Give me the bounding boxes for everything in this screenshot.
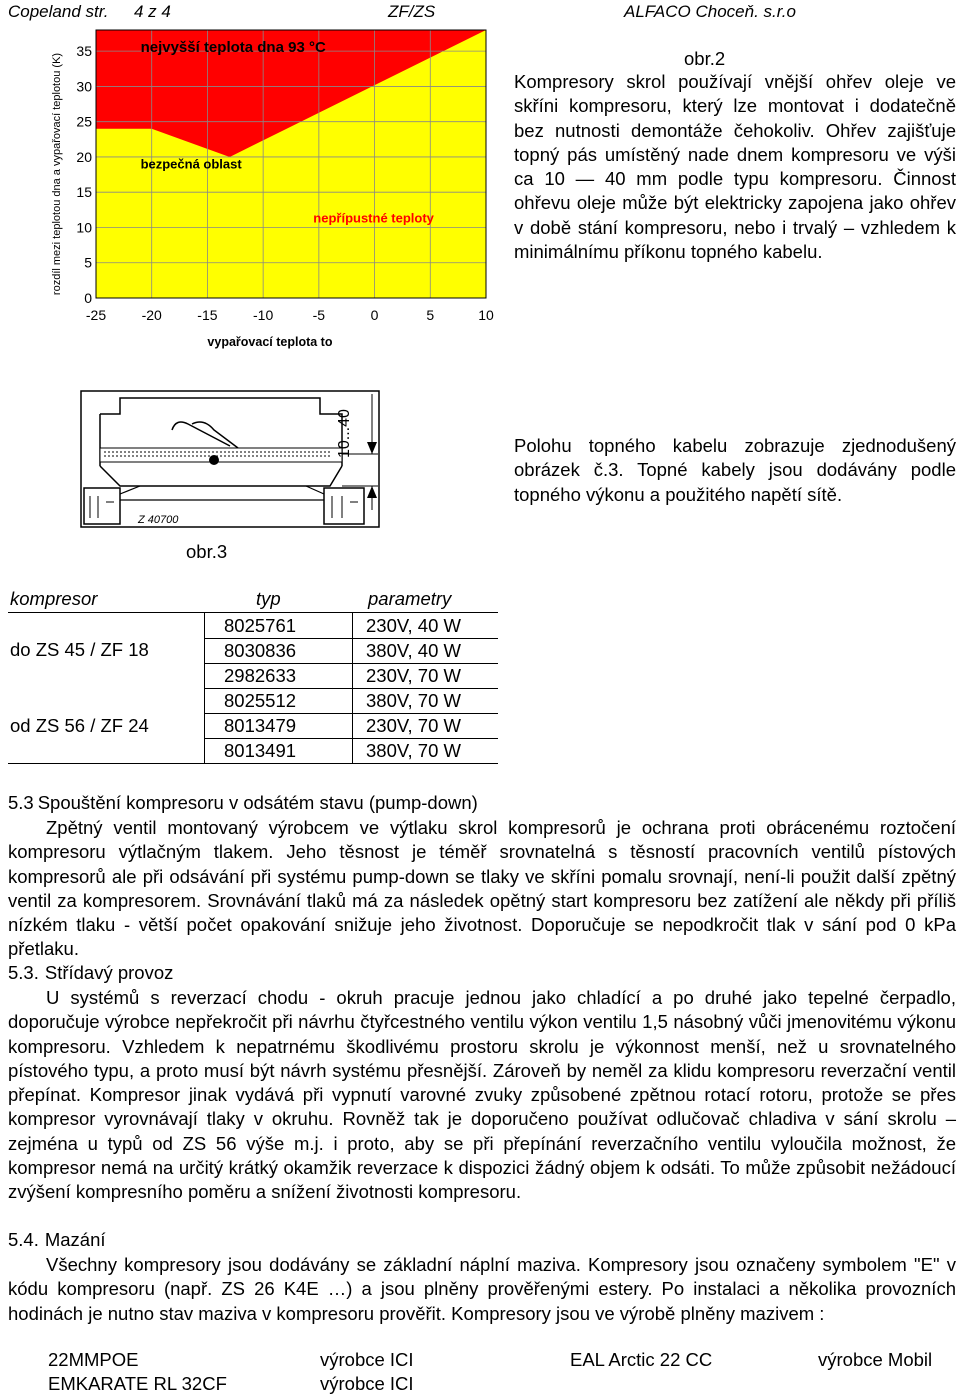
- y-tick-label: 20: [76, 148, 92, 165]
- compressor-cable-drawing: [80, 390, 382, 530]
- x-tick-label: 10: [478, 307, 494, 323]
- section-5-4-body: Všechny kompresory jsou dodávány se základní náplní maziva. Kompresory jsou označeny symbolem "E" v kódu kompresoru (např. ZS 26 K4E …) a jsou plněny prověřenými estery. Po instalaci a několika provozních hodinách je nutno stav maziva v kompresoru prověřit. Kompresory jsou ve výrobě plněny mazivem :: [8, 1254, 956, 1324]
- section-title: Střídavý provoz: [44, 962, 174, 983]
- y-tick-label: 15: [76, 184, 92, 201]
- section-alternating-heading: [8, 962, 173, 984]
- table-header-row: [8, 588, 498, 613]
- x-axis-label: vypařovací teplota to: [207, 335, 333, 349]
- table-cell-params: 380V, 40 W: [366, 640, 461, 661]
- table-header-type: typ: [256, 588, 281, 609]
- x-tick-label: 0: [370, 307, 379, 323]
- section-5-4-heading: [8, 1229, 106, 1251]
- y-tick-label: 30: [76, 78, 92, 95]
- chart-svg: [44, 22, 494, 358]
- x-tick-label: -15: [197, 307, 218, 323]
- lubricant-maker: výrobce ICI: [320, 1373, 414, 1394]
- table-group-2-name: od ZS 56 / ZF 24: [10, 715, 149, 736]
- table-cell-type: 8013479: [224, 715, 297, 736]
- y-tick-label: 35: [76, 43, 92, 60]
- section-title: Mazání: [44, 1229, 106, 1250]
- section-5-3-heading: [8, 792, 478, 814]
- y-tick-label: 25: [76, 113, 92, 130]
- section-title: Spouštění kompresoru v odsátém stavu (pump-down): [37, 792, 478, 813]
- header-right: ALFACO Choceň. s.r.o: [624, 2, 796, 21]
- table-group-1-name: do ZS 45 / ZF 18: [10, 639, 149, 660]
- chart-title: nejvyšší teplota dna 93 °C: [140, 39, 326, 56]
- figure-2-caption: obr.2: [684, 48, 726, 69]
- lubricant-name: 22MMPOE: [48, 1349, 139, 1370]
- figure-3-text: Polohu topného kabelu zobrazuje zjednodušený obrázek č.3. Topné kabely jsou dodávány podle topného výkonu a použitého napětí sítě.: [514, 435, 956, 505]
- section-5-3-body: Zpětný ventil montovaný výrobcem ve výtlaku skrol kompresorů je ochrana proti obrácenému roztočení kompresoru výtlačným tlakem. Jeho těsnost je téměř srovnatelná s těsností pracovních ventilů pístových kompresorů ale při odsávání při systému pump-down se tlaky ve skříni pomalu srovnají, není-li použit další zpětný ventil za kompresorem. Srovnávání tlaků má za následek opětný start kompresoru bez zatížení ale někdy při příliš nízkém tlaku - větší počet opakování snižuje jeho životnost. Doporučuje se nepodkročit tlak v sání pod 0 kPa přetlaku.: [8, 817, 956, 960]
- page-header: [8, 2, 952, 24]
- y-tick-label: 5: [84, 254, 92, 271]
- table-header-parameters: parametry: [368, 588, 452, 609]
- table-cell-params: 230V, 70 W: [366, 715, 461, 736]
- table-cell-type: 8025761: [224, 615, 297, 636]
- heating-cable-table: [8, 588, 498, 764]
- table-cell-params: 380V, 70 W: [366, 740, 461, 761]
- table-cell-params: 230V, 40 W: [366, 615, 461, 636]
- figure-3-caption: obr.3: [186, 541, 228, 562]
- temperature-chart: [44, 22, 494, 358]
- x-tick-label: -10: [253, 307, 274, 323]
- dimension-label: 10...40: [336, 409, 353, 458]
- forbidden-region-label: nepřípustné teploty: [313, 210, 434, 226]
- lubricant-maker: výrobce Mobil: [818, 1349, 933, 1370]
- table-cell-type: 2982633: [224, 665, 297, 686]
- part-number-label: Z 40700: [138, 514, 179, 526]
- table-cell-type: 8025512: [224, 690, 297, 711]
- x-tick-label: -20: [141, 307, 162, 323]
- table-cell-params: 380V, 70 W: [366, 690, 461, 711]
- y-tick-label: 0: [84, 290, 92, 306]
- table-header-compressor: kompresor: [10, 588, 98, 609]
- lubricant-maker: výrobce ICI: [320, 1349, 414, 1370]
- section-number: 5.3: [8, 792, 34, 813]
- lubricant-list: [0, 1349, 960, 1397]
- header-left: Copeland str.: [8, 2, 109, 21]
- lubricant-name: EAL Arctic 22 CC: [570, 1349, 713, 1370]
- header-page-number: 4 z 4: [134, 2, 171, 21]
- table-cell-type: 8030836: [224, 640, 297, 661]
- lubricant-name: EMKARATE RL 32CF: [48, 1373, 227, 1394]
- table-cell-params: 230V, 70 W: [366, 665, 461, 686]
- y-axis-label: rozdíl mezi teplotou dna a vypařovací teplotou (K): [51, 52, 63, 296]
- safe-region-label: bezpečná oblast: [140, 156, 242, 172]
- x-tick-label: -25: [85, 307, 107, 323]
- x-tick-label: 5: [426, 307, 435, 323]
- x-tick-label: -5: [312, 307, 326, 323]
- figure-2-text: Kompresory skrol používají vnější ohřev oleje ve skříni kompresoru, který lze montovat i dodatečně bez nutnosti demontáže čehokoliv. Ohřev zajišťuje topný pás umístěný nade dnem kompresoru ve výši ca 10 — 40 mm podle typu kompresoru. Činnost ohřevu oleje může být elektricky zapojena jako ohřev v době stání kompresoru, nebo i trvalý – vzhledem k minimálnímu příkonu topného kabelu.: [514, 71, 956, 263]
- y-tick-label: 10: [76, 219, 92, 236]
- header-center: ZF/ZS: [388, 2, 436, 21]
- section-number: 5.3.: [8, 962, 39, 983]
- section-alternating-body: U systémů s reverzací chodu - okruh pracuje jednou jako chladící a po druhé jako tepelné čerpadlo, doporučuje výrobce nepřekročit při návrhu čtyřcestného ventilu výkon ventilu 1,5 násobný vůči jmenovitému výkonu kompresoru. Vzhledem k nepatrnému škodlivému prostoru skrolu je výkonnost menší, než u srovnatelného pístového typu, a proto musí být návrh systému přesnější. Zároveň by neměl za klidu kompresoru reverzační ventil přepínat. Kompresor jinak vydává při vypnutí varovné zvuky způsobené zpětnou rotací rotoru, protože se přes kompresor vyrovnávají tlaky v okruhu. Rovněž tak je doporučeno používat odlučovač chladiva v sání skrolu – zejména u typů od ZS 56 výše m.j. i proto, aby se při přepínání reverzačního ventilu vyloučila možnost, že kompresor nemá na určitý krátký okamžik reverzace k dispozici žádný objem k odsáti. To může způsobit nežádoucí zvýšení kompresního poměru a snížení životnosti kompresoru.: [8, 987, 956, 1203]
- table-cell-type: 8013491: [224, 740, 297, 761]
- section-number: 5.4.: [8, 1229, 39, 1250]
